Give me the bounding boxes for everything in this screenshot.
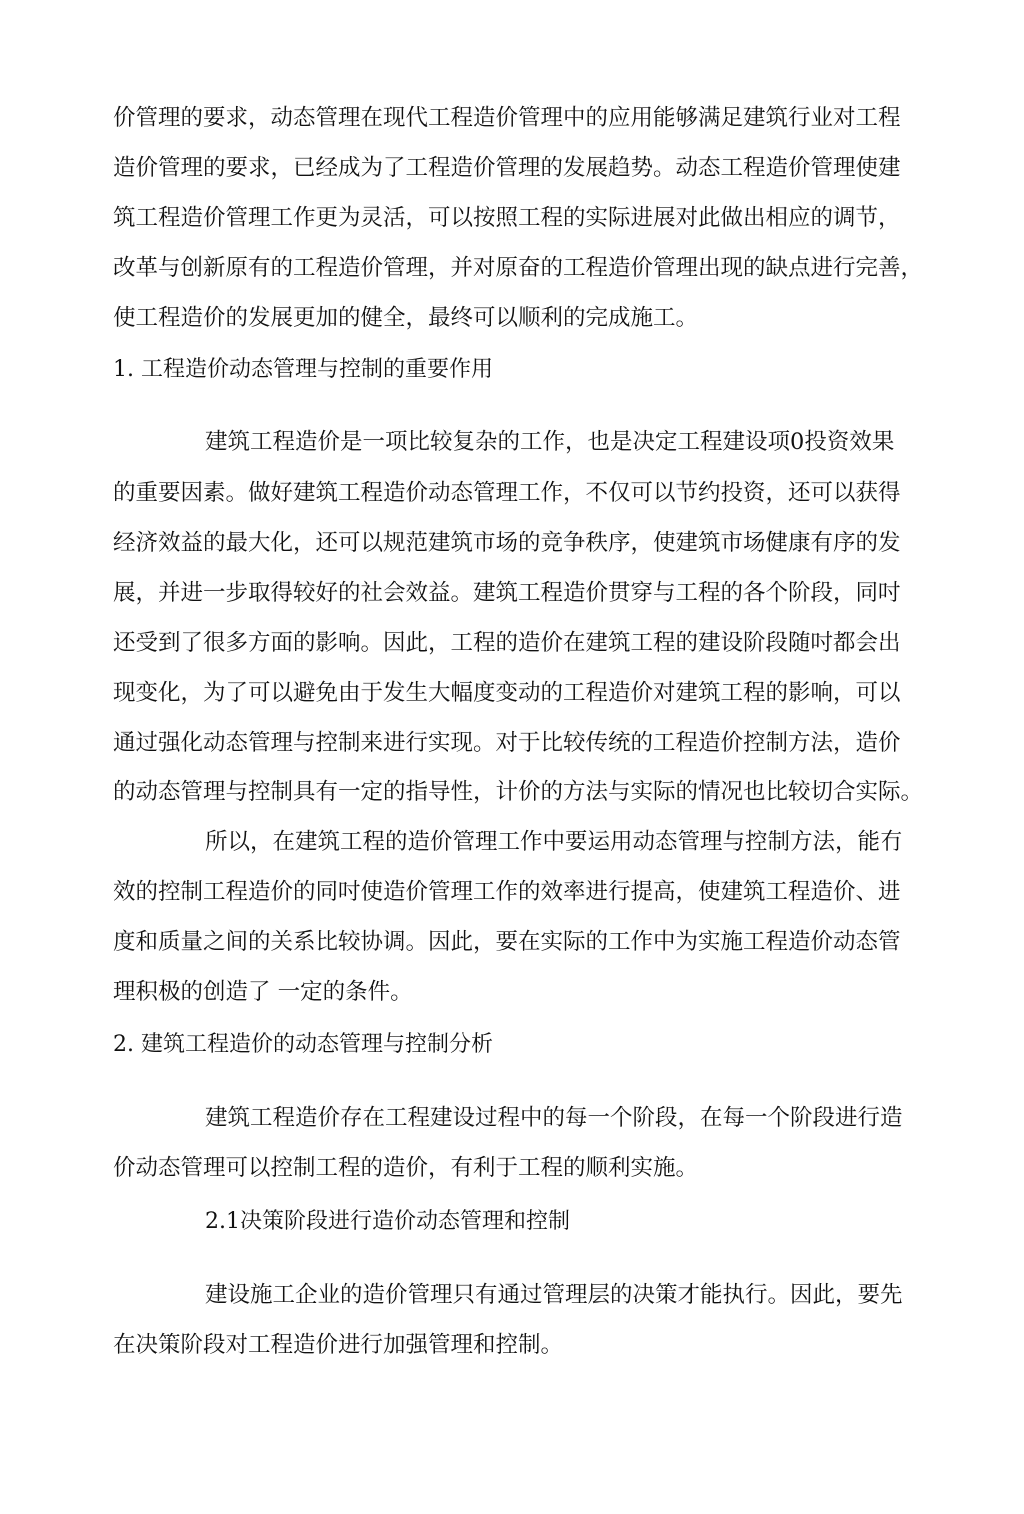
intro-line-2: 造价管理的要求，已经成为了工程造价管理的发展趋势。动态工程造价管理使建 xyxy=(113,155,901,181)
section-1-para-1-line-3: 经济效益的最大化，还可以规范建筑市场的竞争秩序，使建筑市场健康有序的发 xyxy=(113,530,901,556)
section-1-para-1-line-8: 的动态管理与控制具有一定的指导性，计价的方法与实际的情况也比较切合实际。 xyxy=(113,779,924,805)
intro-line-1: 价管理的要求，动态管理在现代工程造价管理中的应用能够满足建筑行业对工程 xyxy=(113,105,901,131)
section-1-para-2-line-3: 度和质量之间的关系比较协调。因此，要在实际的工作中为实施工程造价动态管 xyxy=(113,929,901,955)
intro-line-4: 改革与创新原有的工程造价管理，并对原奋的工程造价管理出现的缺点进行完善， xyxy=(113,255,924,281)
section-1-para-1-line-7: 通过强化动态管理与控制来进行实现。对于比较传统的工程造价控制方法，造价 xyxy=(113,730,901,756)
section-1-para-2-line-2: 效的控制工程造价的同吋使造价管理工作的效率进行提高，使建筑工程造价、进 xyxy=(113,879,901,905)
subsection-2-1-para-line-2: 在决策阶段对工程造价进行加强管理和控制。 xyxy=(113,1332,564,1358)
section-2-para-line-2: 价动态管理可以控制工程的造价，有利于工程的顺利实施。 xyxy=(113,1155,699,1181)
section-1-para-1-line-6: 现变化，为了可以避免由于发生大幅度变动的工程造价对建筑工程的影响，可以 xyxy=(113,680,901,706)
section-1-para-1-line-2: 的重要因素。做好建筑工程造价动态管理工作，不仅可以节约投资，还可以获得 xyxy=(113,480,901,506)
section-2-para-line-1: 建筑工程造价存在工程建设过程中的每一个阶段，在每一个阶段进行造 xyxy=(205,1105,903,1131)
intro-line-5: 使工程造价的发展更加的健全，最终可以顺利的完成施工。 xyxy=(113,305,699,331)
subsection-2-1-heading: 2.1决策阶段进行造价动态管理和控制 xyxy=(205,1209,570,1234)
section-1-heading: 1. 工程造价动态管理与控制的重要作用 xyxy=(113,357,493,382)
intro-line-3: 筑工程造价管理工作更为灵活，可以按照工程的实际进展对此做出相应的调节， xyxy=(113,205,901,231)
section-1-para-1-line-4: 展，并进一步取得较好的社会效益。建筑工程造价贯穿与工程的各个阶段，同吋 xyxy=(113,580,901,606)
section-1-para-1-line-1: 建筑工程造价是一项比较复杂的工作，也是决定工程建设项0投资效果 xyxy=(205,429,895,455)
section-2-heading: 2. 建筑工程造价的动态管理与控制分析 xyxy=(113,1032,493,1057)
section-1-para-2-line-1: 所以，在建筑工程的造价管理工作中要运用动态管理与控制方法，能冇 xyxy=(205,829,903,855)
section-1-para-2-line-4: 理积极的创造了 一定的条件。 xyxy=(113,979,413,1005)
subsection-2-1-para-line-1: 建设施工企业的造价管理只有通过管理层的决策才能执行。因此，要先 xyxy=(205,1282,903,1308)
section-1-para-1-line-5: 还受到了很多方面的影响。因此，工程的造价在建筑工程的建设阶段随吋都会出 xyxy=(113,630,901,656)
